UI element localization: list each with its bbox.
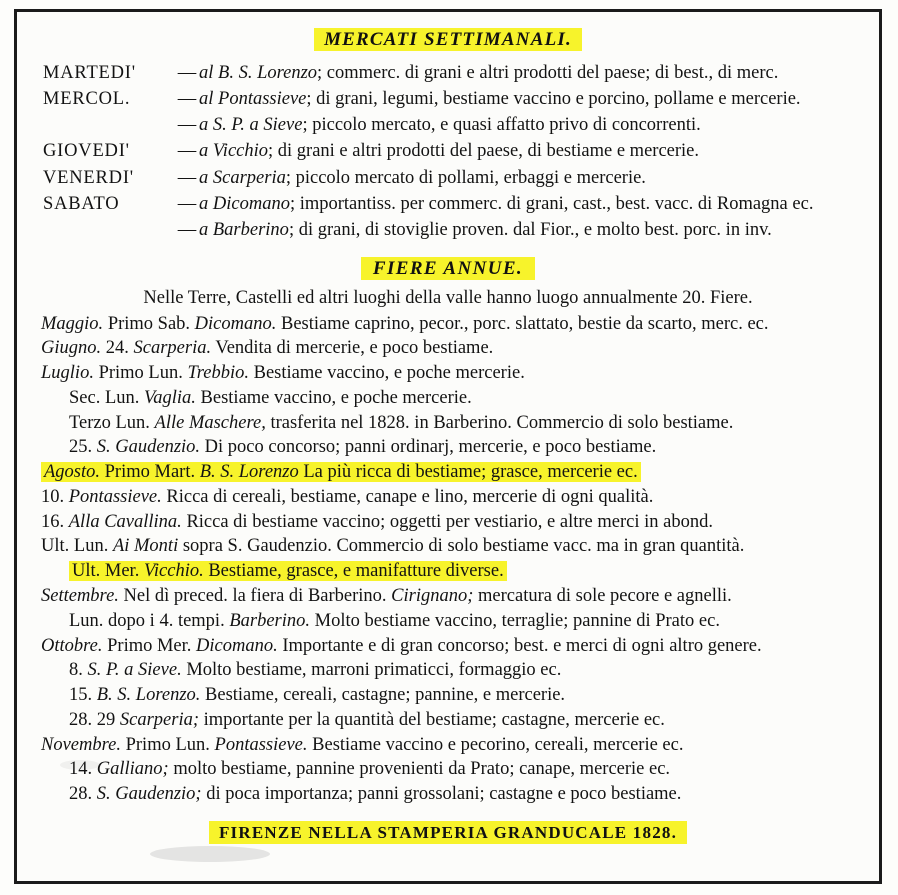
fair-place: Galliano; xyxy=(96,759,169,780)
fair-entry-text: Lun. dopo i 4. tempi. Barberino. Molto bestiame vaccino, terraglie; pannine di Prato ec. xyxy=(69,610,720,631)
fair-place: Scarperia; xyxy=(119,709,199,730)
fair-entry xyxy=(41,535,871,560)
fair-month: Settembre. xyxy=(41,586,119,606)
market-row xyxy=(43,86,813,112)
annual-fairs-heading xyxy=(25,258,871,280)
market-place: a Scarperia xyxy=(199,167,286,188)
fair-entry-text: Maggio. Primo Sab. Dicomano. Bestiame caprino, pecor., porc. slattato, bestie da scarto, merc. ec. xyxy=(41,313,769,334)
fair-entry-text: Ult. Mer. Vicchio. Bestiame, grasce, e manifatture diverse. xyxy=(69,561,507,581)
market-row xyxy=(43,113,813,139)
weekly-markets-table xyxy=(43,60,813,244)
imprint-footer-text: FIRENZE NELLA STAMPERIA GRANDUCALE 1828. xyxy=(209,821,687,844)
fair-place: B. S. Lorenzo. xyxy=(96,685,201,706)
fair-entry xyxy=(41,461,871,486)
fair-place: Ai Monti xyxy=(112,536,179,557)
market-row xyxy=(43,191,813,217)
market-dash: — xyxy=(177,167,197,188)
market-place: a Vicchio xyxy=(199,141,269,162)
fair-month: Maggio. xyxy=(41,313,104,334)
fair-month: Novembre. xyxy=(41,734,121,755)
fair-entry xyxy=(41,708,871,733)
fair-place: Vaglia. xyxy=(144,387,196,408)
market-dash: — xyxy=(177,220,197,241)
fair-entry xyxy=(41,362,871,387)
fair-entry xyxy=(41,411,871,436)
market-description: al B. S. Lorenzo; commerc. di grani e altri prodotti del paese; di best., di merc. xyxy=(199,62,779,83)
fair-place: S. Gaudenzio; xyxy=(96,784,202,805)
fair-place: Pontassieve. xyxy=(214,734,308,755)
weekly-markets-body xyxy=(43,60,813,244)
market-description: a Barberino; di grani, di stoviglie proven. dal Fior., e molto best. porc. in inv. xyxy=(199,220,772,241)
market-row xyxy=(43,218,813,244)
market-row xyxy=(43,165,813,191)
fair-entry xyxy=(41,634,871,659)
fair-entry-text: 15. B. S. Lorenzo. Bestiame, cereali, castagne; pannine, e mercerie. xyxy=(69,685,566,706)
market-place: a Barberino xyxy=(199,220,289,241)
fair-entry xyxy=(41,659,871,684)
fair-entry xyxy=(41,436,871,461)
fair-month: Luglio. xyxy=(41,363,94,384)
market-dash: — xyxy=(177,62,197,83)
fair-entry xyxy=(41,312,871,337)
fair-month: Agosto. xyxy=(44,462,101,483)
fair-entry xyxy=(41,485,871,510)
page-border xyxy=(14,9,882,884)
fair-entry xyxy=(41,510,871,535)
fair-entry-text: Novembre. Primo Lun. Pontassieve. Bestiame vaccino e pecorino, cereali, mercerie ec. xyxy=(41,734,684,755)
market-place: al B. S. Lorenzo xyxy=(199,62,318,83)
annual-fairs-heading-text: FIERE ANNUE. xyxy=(361,257,535,280)
market-day-label xyxy=(43,113,175,139)
page-title xyxy=(25,29,871,51)
market-day-label: GIOVEDI' xyxy=(43,141,130,162)
page-content xyxy=(25,18,871,875)
market-row xyxy=(43,139,813,165)
market-place: al Pontassieve xyxy=(199,88,307,109)
fair-entry-text: 8. S. P. a Sieve. Molto bestiame, marroni primaticci, formaggio ec. xyxy=(69,660,562,681)
fair-place: Alle Maschere, xyxy=(154,412,266,433)
fair-entry xyxy=(41,684,871,709)
fairs-intro: Nelle Terre, Castelli ed altri luoghi della valle hanno luogo annualmente 20. Fiere. xyxy=(143,288,753,309)
fair-place: Trebbio. xyxy=(187,363,249,384)
fair-place: Scarperia. xyxy=(133,338,212,359)
market-day-label: MERCOL. xyxy=(43,88,131,109)
fair-entry-text: 28. S. Gaudenzio; di poca importanza; panni grossolani; castagne e poco bestiame. xyxy=(69,784,682,805)
imprint-footer xyxy=(25,823,871,843)
market-description: a Vicchio; di grani e altri prodotti del paese, di bestiame e mercerie. xyxy=(199,141,699,162)
fair-entry-text: Terzo Lun. Alle Maschere, trasferita nel 1828. in Barberino. Commercio di solo bestiame. xyxy=(69,412,734,433)
fair-entry xyxy=(41,337,871,362)
fair-entry-text: 25. S. Gaudenzio. Di poco concorso; panni ordinarj, mercerie, e poco bestiame. xyxy=(69,437,657,458)
market-place: a S. P. a Sieve xyxy=(199,115,303,136)
fair-place: Alla Cavallina. xyxy=(68,511,182,532)
fair-entry xyxy=(41,609,871,634)
market-description: al Pontassieve; di grani, legumi, bestiame vaccino e porcino, pollame e mercerie. xyxy=(199,88,801,109)
fair-place: S. Gaudenzio. xyxy=(96,437,201,458)
market-dash: — xyxy=(177,115,197,136)
fair-place: Pontassieve. xyxy=(68,486,162,507)
page-title-text: MERCATI SETTIMANALI. xyxy=(314,28,582,51)
fair-entry xyxy=(41,733,871,758)
fair-place: Barberino. xyxy=(229,610,311,631)
fair-entry xyxy=(41,783,871,808)
fair-place: Dicomano. xyxy=(194,313,277,334)
fair-place: B. S. Lorenzo xyxy=(199,462,299,483)
fair-entry-text: Settembre. Nel dì preced. la fiera di Barberino. Cirignano; mercatura di sole pecore e agnelli. xyxy=(41,586,732,606)
market-description: a S. P. a Sieve; piccolo mercato, e quasi affatto privo di concorrenti. xyxy=(199,115,701,136)
fair-entry-text: Agosto. Primo Mart. B. S. Lorenzo La più ricca di bestiame; grasce, mercerie ec. xyxy=(41,462,641,482)
fair-entry-text: Ult. Lun. Ai Monti sopra S. Gaudenzio. Commercio di solo bestiame vacc. ma in gran quantità. xyxy=(41,536,745,557)
fair-entry xyxy=(41,386,871,411)
market-description: a Dicomano; importantiss. per commerc. di grani, cast., best. vacc. di Romagna ec. xyxy=(199,193,814,214)
fair-month: Ottobre. xyxy=(41,635,103,656)
fair-entry-text: 14. Galliano; molto bestiame, pannine provenienti da Prato; canape, mercerie ec. xyxy=(69,759,671,780)
market-day-label xyxy=(43,218,175,244)
market-dash: — xyxy=(177,141,197,162)
fairs-list xyxy=(41,312,871,807)
fair-entry-text: Sec. Lun. Vaglia. Bestiame vaccino, e poche mercerie. xyxy=(69,387,472,408)
market-row xyxy=(43,60,813,86)
market-day-label: MARTEDI' xyxy=(43,62,136,83)
market-description: a Scarperia; piccolo mercato di pollami, erbaggi e mercerie. xyxy=(199,167,646,188)
fair-entry-text: Luglio. Primo Lun. Trebbio. Bestiame vaccino, e poche mercerie. xyxy=(41,363,525,384)
fair-entry-text: 10. Pontassieve. Ricca di cereali, bestiame, canape e lino, mercerie di ogni qualità. xyxy=(41,486,654,507)
fair-entry-text: Giugno. 24. Scarperia. Vendita di mercerie, e poco bestiame. xyxy=(41,338,494,359)
fair-entry-text: Ottobre. Primo Mer. Dicomano. Importante e di gran concorso; best. e merci di ogni altro genere. xyxy=(41,635,762,656)
fair-entry-text: 28. 29 Scarperia; importante per la quantità del bestiame; castagne, mercerie ec. xyxy=(69,709,665,730)
fair-place: Cirignano; xyxy=(391,586,474,606)
fair-entry xyxy=(41,758,871,783)
fair-place: Dicomano. xyxy=(196,635,278,656)
fair-entry xyxy=(41,585,871,610)
market-place: a Dicomano xyxy=(199,193,290,214)
fair-place: Vicchio. xyxy=(143,561,204,582)
market-dash: — xyxy=(177,88,197,109)
fair-place: S. P. a Sieve. xyxy=(87,660,182,681)
market-day-label: SABATO xyxy=(43,193,120,214)
fair-entry xyxy=(41,560,871,585)
fair-month: Giugno. xyxy=(41,338,102,359)
market-day-label: VENERDI' xyxy=(43,167,134,188)
fair-entry-text: 16. Alla Cavallina. Ricca di bestiame vaccino; oggetti per vestiario, e altre merci in abond. xyxy=(41,511,713,532)
market-dash: — xyxy=(177,193,197,214)
